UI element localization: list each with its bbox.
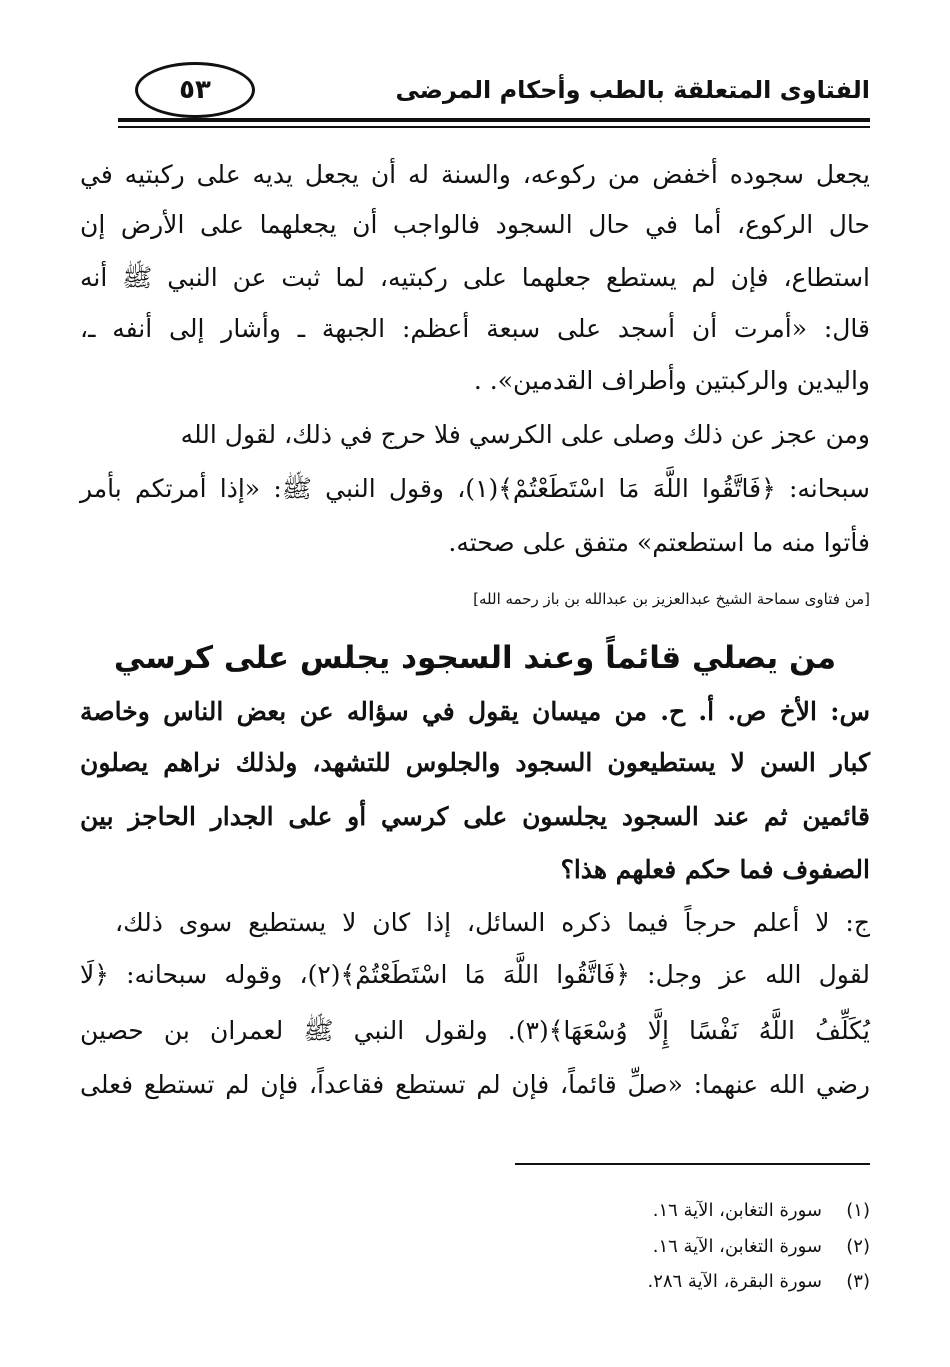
footnote-separator [515, 1163, 870, 1165]
footnote-number: (١) [846, 1200, 870, 1221]
header-rule-thin [118, 126, 870, 128]
running-title: الفتاوى المتعلقة بالطب وأحكام المرضى [395, 76, 870, 104]
footnote-text: سورة التغابن، الآية ١٦. [652, 1200, 822, 1221]
footnote-number: (٣) [846, 1271, 870, 1292]
question-line1: س: الأخ ص. أ. ح. من ميسان يقول في سؤاله عن بعض الناس وخاصة [80, 697, 870, 726]
paragraph2-line1: ومن عجز عن ذلك وصلى على الكرسي فلا حرج في ذلك، لقول الله [180, 420, 870, 449]
paragraph1-line4: قال: «أمرت أن أسجد على سبعة أعظم: الجبهة ـ وأشار إلى أنفه ـ، [80, 314, 870, 343]
answer-line4: رضي الله عنهما: «صلِّ قائماً، فإن لم تستطع فقاعداً، فإن لم تستطع فعلى [80, 1070, 870, 1099]
footnote-1 [653, 1200, 870, 1221]
footnote-number: (٢) [846, 1236, 870, 1257]
paragraph1-line1: يجعل سجوده أخفض من ركوعه، والسنة له أن يجعل يديه على ركبتيه في [80, 160, 870, 189]
source-citation: [من فتاوى سماحة الشيخ عبدالعزيز بن عبدالله بن باز رحمه الله] [473, 590, 870, 608]
answer-line3: يُكَلِّفُ اللَّهُ نَفْسًا إِلَّا وُسْعَهَا﴾(٣). ولقول النبي ﷺ لعمران بن حصين [80, 1016, 870, 1045]
footnote-2 [653, 1236, 870, 1257]
question-line2: كبار السن لا يستطيعون السجود والجلوس للتشهد، ولذلك نراهم يصلون [80, 748, 870, 777]
footnote-text: سورة التغابن، الآية ١٦. [652, 1236, 822, 1257]
question-line3: قائمين ثم عند السجود يجلسون على كرسي أو على الجدار الحاجز بين [80, 802, 870, 831]
question-line4: الصفوف فما حكم فعلهم هذا؟ [560, 855, 870, 884]
answer-line1: ج: لا أعلم حرجاً فيما ذكره السائل، إذا كان لا يستطيع سوى ذلك، [115, 908, 870, 937]
footnote-3 [647, 1271, 870, 1292]
section-heading: من يصلي قائماً وعند السجود يجلس على كرسي [113, 640, 837, 676]
paragraph1-line5: واليدين والركبتين وأطراف القدمين». . [473, 366, 870, 395]
page-number: ٥٣ [135, 62, 255, 118]
answer-line2: لقول الله عز وجل: ﴿فَاتَّقُوا اللَّهَ مَا اسْتَطَعْتُمْ﴾(٢)، وقوله سبحانه: ﴿لَا [80, 960, 870, 989]
paragraph1-line2: حال الركوع، أما في حال السجود فالواجب أن يجعلهما على الأرض إن [80, 210, 870, 239]
paragraph2-line3: فأتوا منه ما استطعتم» متفق على صحته. [448, 528, 870, 557]
paragraph2-line2: سبحانه: ﴿فَاتَّقُوا اللَّهَ مَا اسْتَطَعْتُمْ﴾(١)، وقول النبي ﷺ: «إذا أمرتكم بأمر [80, 474, 870, 503]
header-rule-thick [118, 118, 870, 122]
paragraph1-line3: استطاع، فإن لم يستطع جعلهما على ركبتيه، لما ثبت عن النبي ﷺ أنه [80, 263, 870, 292]
footnote-text: سورة البقرة، الآية ٢٨٦. [647, 1271, 822, 1292]
